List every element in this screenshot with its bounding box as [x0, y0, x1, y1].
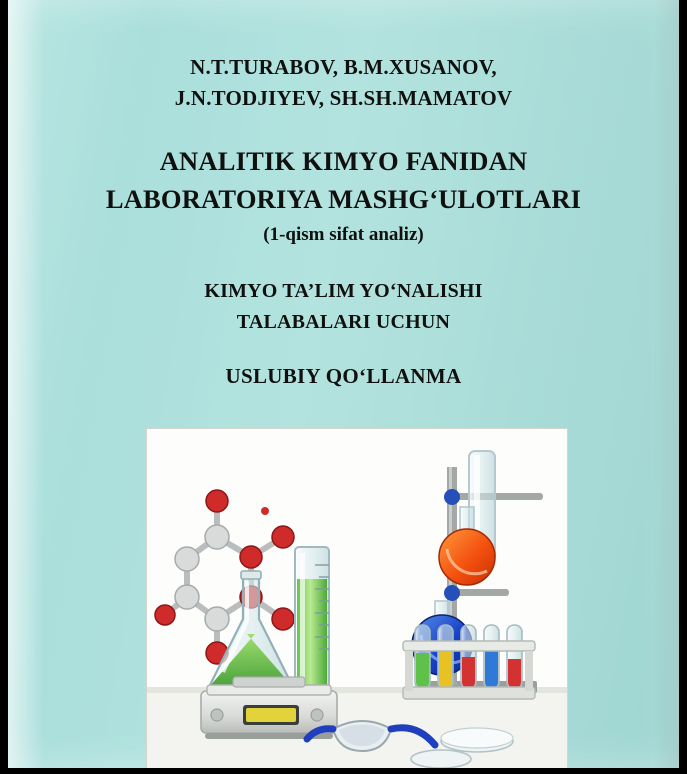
authors-line-2: J.N.TODJIYEV, SH.SH.MAMATOV: [174, 86, 513, 110]
chemistry-laboratory-illustration: [146, 428, 568, 768]
audience-line-1: KIMYO TA’LIM YO‘NALISHI: [204, 280, 483, 302]
spacer-3: [8, 338, 679, 364]
cover-text-block: [8, 52, 679, 389]
spacer-2: [8, 250, 679, 276]
title-line-1: ANALITIK KIMYO FANIDAN: [159, 146, 528, 176]
cover-surface: [8, 0, 679, 768]
audience-line-2: TALABALARI UCHUN: [236, 311, 451, 333]
authors-line-1: N.T.TURABOV, B.M.XUSANOV,: [190, 55, 497, 79]
publication-kind: USLUBIY QO‘LLANMA: [225, 364, 462, 388]
title-line-2: LABORATORIYA MASHG‘ULOTLARI: [105, 184, 582, 214]
spacer-1: [8, 114, 679, 142]
subtitle: (1-qism sifat analiz): [263, 224, 424, 245]
